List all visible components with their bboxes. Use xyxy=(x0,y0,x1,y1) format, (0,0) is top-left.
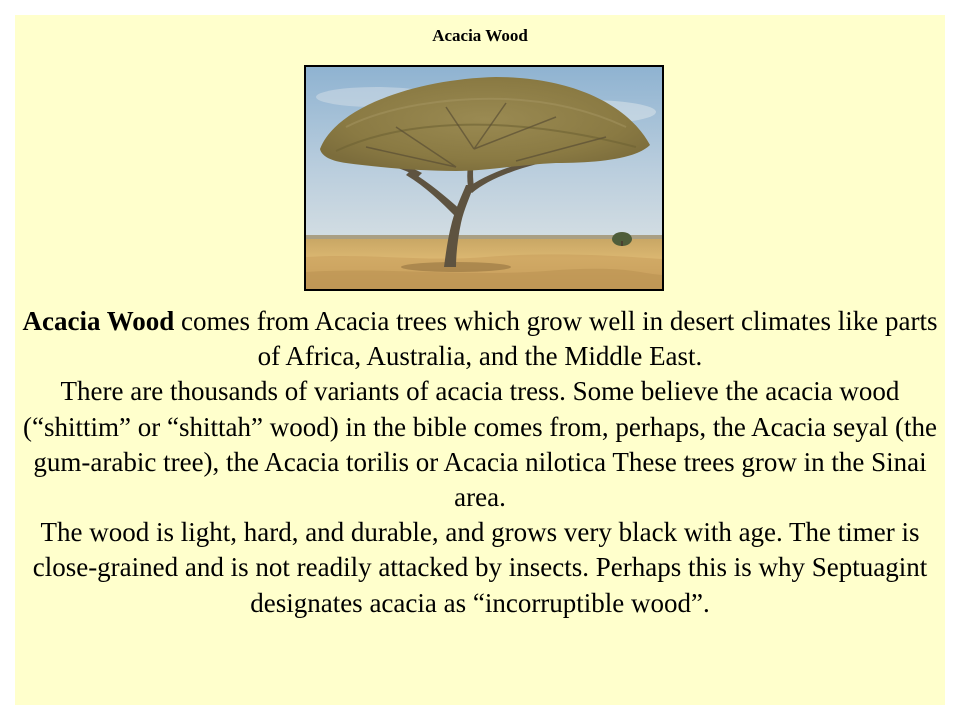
acacia-tree-image xyxy=(306,67,662,289)
paragraph-properties: The wood is light, hard, and durable, and grows very black with age. The timer is close-grained and is not readily attacked by insects. Perhaps this is why Septuagint designates acacia as “incorruptible wood”. xyxy=(32,517,928,618)
slide-title: Acacia Wood xyxy=(432,26,528,45)
paragraph-intro xyxy=(19,304,941,374)
lead-rest: comes from Acacia trees which grow well in desert climates like parts of Africa, Australia, and the Middle East. xyxy=(174,306,938,372)
paragraph-variants: There are thousands of variants of acacia tress. Some believe the acacia wood (“shittim” or “shittah” wood) in the bible comes from, perhaps, the Acacia seyal (the gum-arabic tree), the Acacia torilis or Acacia nilotica These trees grow in the Sinai area. xyxy=(23,376,937,513)
slide xyxy=(15,15,945,705)
body-text xyxy=(19,304,941,621)
lead-term: Acacia Wood xyxy=(22,306,175,336)
acacia-tree-photo xyxy=(304,65,664,291)
